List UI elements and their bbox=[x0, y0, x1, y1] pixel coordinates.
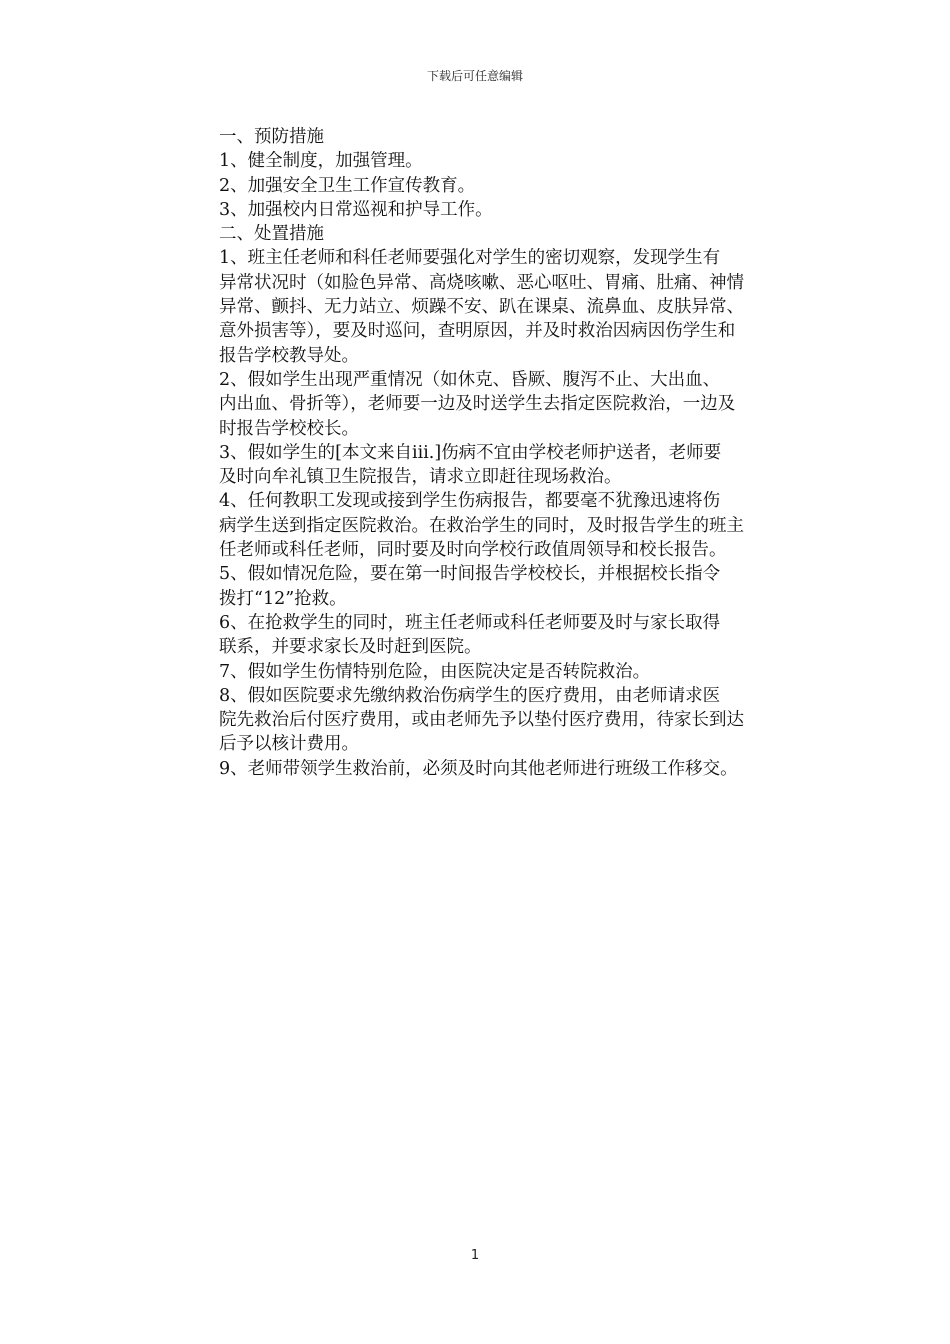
paragraph-line: 3、假如学生的[本文来自ⅲ.]伤病不宜由学校老师护送者，老师要 bbox=[219, 442, 722, 463]
paragraph-line: 异常状况时（如脸色异常、高烧咳嗽、恶心呕吐、胃痛、肚痛、神情 bbox=[219, 272, 744, 293]
paragraph-line: 后予以核计费用。 bbox=[219, 734, 359, 755]
paragraph bbox=[181, 149, 777, 173]
document-body bbox=[181, 125, 777, 781]
paragraph-line: 3、加强校内日常巡视和护导工作。 bbox=[219, 199, 493, 220]
paragraph bbox=[181, 368, 777, 441]
paragraph-line: 1、班主任老师和科任老师要强化对学生的密切观察，发现学生有 bbox=[219, 248, 721, 269]
paragraph-line: 联系，并要求家长及时赶到医院。 bbox=[219, 637, 482, 658]
paragraph bbox=[181, 125, 777, 149]
paragraph bbox=[181, 174, 777, 198]
paragraph bbox=[181, 562, 777, 611]
paragraph-line: 7、假如学生伤情特别危险，由医院决定是否转院救治。 bbox=[219, 661, 651, 682]
paragraph-line: 及时向牟礼镇卫生院报告，请求立即赶往现场救治。 bbox=[219, 467, 622, 488]
paragraph-line: 5、假如情况危险，要在第一时间报告学校校长，并根据校长指令 bbox=[219, 564, 721, 585]
paragraph bbox=[181, 222, 777, 246]
paragraph-line: 2、假如学生出现严重情况（如休克、昏厥、腹泻不止、大出血、 bbox=[219, 369, 721, 390]
paragraph-line: 6、在抢救学生的同时，班主任老师或科任老师要及时与家长取得 bbox=[219, 612, 721, 633]
paragraph bbox=[181, 246, 777, 367]
paragraph bbox=[181, 660, 777, 684]
page-header: 下载后可任意编辑 bbox=[426, 69, 523, 83]
paragraph-line: 1、健全制度，加强管理。 bbox=[219, 151, 423, 172]
paragraph-line: 院先救治后付医疗费用，或由老师先予以垫付医疗费用，待家长到达 bbox=[219, 710, 744, 731]
paragraph bbox=[181, 757, 777, 781]
paragraph-line: 报告学校教导处。 bbox=[219, 345, 359, 366]
paragraph-line: 二、处置措施 bbox=[219, 224, 324, 245]
paragraph-line: 病学生送到指定医院救治。在救治学生的同时，及时报告学生的班主 bbox=[219, 515, 744, 536]
paragraph-line: 内出血、骨折等），老师要一边及时送学生去指定医院救治，一边及 bbox=[219, 394, 736, 415]
paragraph-line: 9、老师带领学生救治前，必须及时向其他老师进行班级工作移交。 bbox=[219, 758, 738, 779]
paragraph bbox=[181, 441, 777, 490]
paragraph-line: 任老师或科任老师，同时要及时向学校行政值周领导和校长报告。 bbox=[219, 540, 727, 561]
paragraph-line: 2、加强安全卫生工作宣传教育。 bbox=[219, 175, 476, 196]
paragraph bbox=[181, 611, 777, 660]
paragraph-line: 8、假如医院要求先缴纳救治伤病学生的医疗费用，由老师请求医 bbox=[219, 685, 721, 706]
paragraph bbox=[181, 198, 777, 222]
paragraph bbox=[181, 489, 777, 562]
paragraph-line: 异常、颤抖、无力站立、烦躁不安、趴在课桌、流鼻血、皮肤异常、 bbox=[219, 297, 744, 318]
page-number: 1 bbox=[470, 1248, 480, 1263]
paragraph-line: 拨打“12”抢救。 bbox=[219, 588, 347, 609]
paragraph-line: 4、任何教职工发现或接到学生伤病报告，都要毫不犹豫迅速将伤 bbox=[219, 491, 721, 512]
paragraph-line: 时报告学校校长。 bbox=[219, 418, 359, 439]
paragraph bbox=[181, 684, 777, 757]
paragraph-line: 意外损害等），要及时巡问，查明原因，并及时救治因病因伤学生和 bbox=[219, 321, 736, 342]
paragraph-line: 一、预防措施 bbox=[219, 127, 324, 147]
